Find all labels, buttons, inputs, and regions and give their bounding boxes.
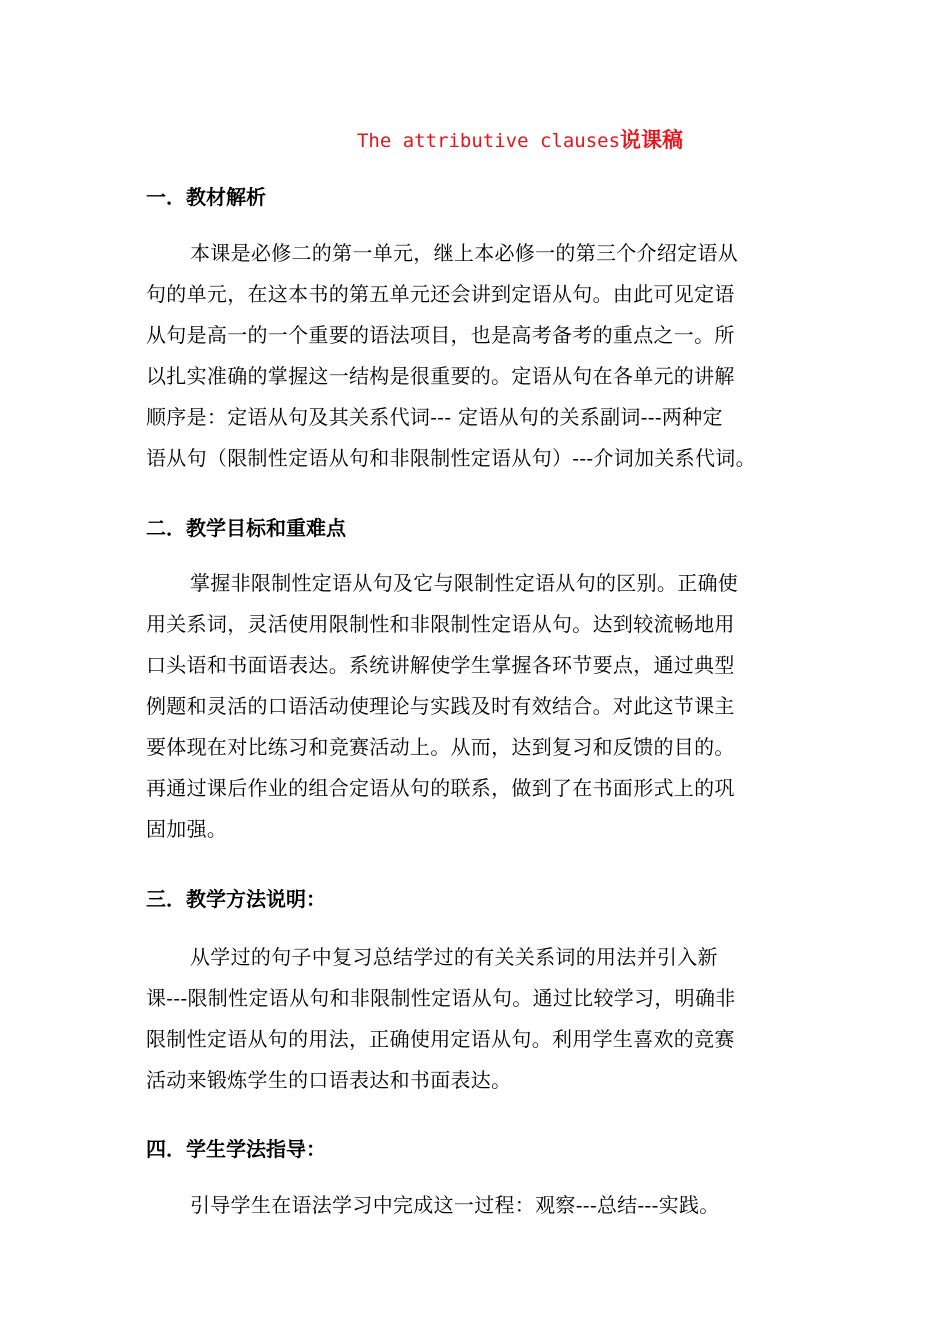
paragraph-line: 要体现在对比练习和竞赛活动上。从而，达到复习和反馈的目的。 [146,735,735,759]
paragraph-line: 引导学生在语法学习中完成这一过程：观察---总结---实践。 [190,1193,720,1217]
paragraph-line: 活动来锻炼学生的口语表达和书面表达。 [146,1068,512,1092]
paragraph-line: 以扎实准确的掌握这一结构是很重要的。定语从句在各单元的讲解 [146,364,735,388]
paragraph-line: 本课是必修二的第一单元，继上本必修一的第三个介绍定语从 [190,241,739,265]
section-heading-2: 二．教学目标和重难点 [146,516,346,540]
section-body-4 [146,1185,826,1226]
section-heading-1: 一．教材解析 [146,185,266,209]
section-heading-3: 三．教学方法说明： [146,887,326,911]
paragraph-line: 从句是高一的一个重要的语法项目，也是高考备考的重点之一。所 [146,323,735,347]
section-body-2 [146,563,826,850]
paragraph-line: 例题和灵活的口语活动使理论与实践及时有效结合。对此这节课主 [146,694,735,718]
paragraph-line: 课---限制性定语从句和非限制性定语从句。通过比较学习，明确非 [146,986,736,1010]
title-english: The attributive clauses [356,130,621,152]
section-body-3 [146,937,826,1101]
title-chinese: 说课稿 [620,127,684,152]
paragraph-line: 掌握非限制性定语从句及它与限制性定语从句的区别。正确使 [190,571,739,595]
paragraph-line: 口头语和书面语表达。系统讲解使学生掌握各环节要点，通过典型 [146,653,735,677]
section-body-1 [146,233,826,479]
paragraph-line: 固加强。 [146,817,228,841]
paragraph-line: 句的单元，在这本书的第五单元还会讲到定语从句。由此可见定语 [146,282,735,306]
document-title [0,124,950,154]
paragraph-line: 限制性定语从句的用法，正确使用定语从句。利用学生喜欢的竞赛 [146,1027,735,1051]
paragraph-line: 再通过课后作业的组合定语从句的联系，做到了在书面形式上的巩 [146,776,735,800]
paragraph-line: 从学过的句子中复习总结学过的有关关系词的用法并引入新 [190,945,718,969]
paragraph-line: 顺序是：定语从句及其关系代词--- 定语从句的关系副词---两种定 [146,405,723,429]
paragraph-line: 语从句（限制性定语从句和非限制性定语从句）---介词加关系代词。 [146,446,756,470]
section-heading-4: 四．学生学法指导： [146,1137,326,1161]
paragraph-line: 用关系词，灵活使用限制性和非限制性定语从句。达到较流畅地用 [146,612,735,636]
